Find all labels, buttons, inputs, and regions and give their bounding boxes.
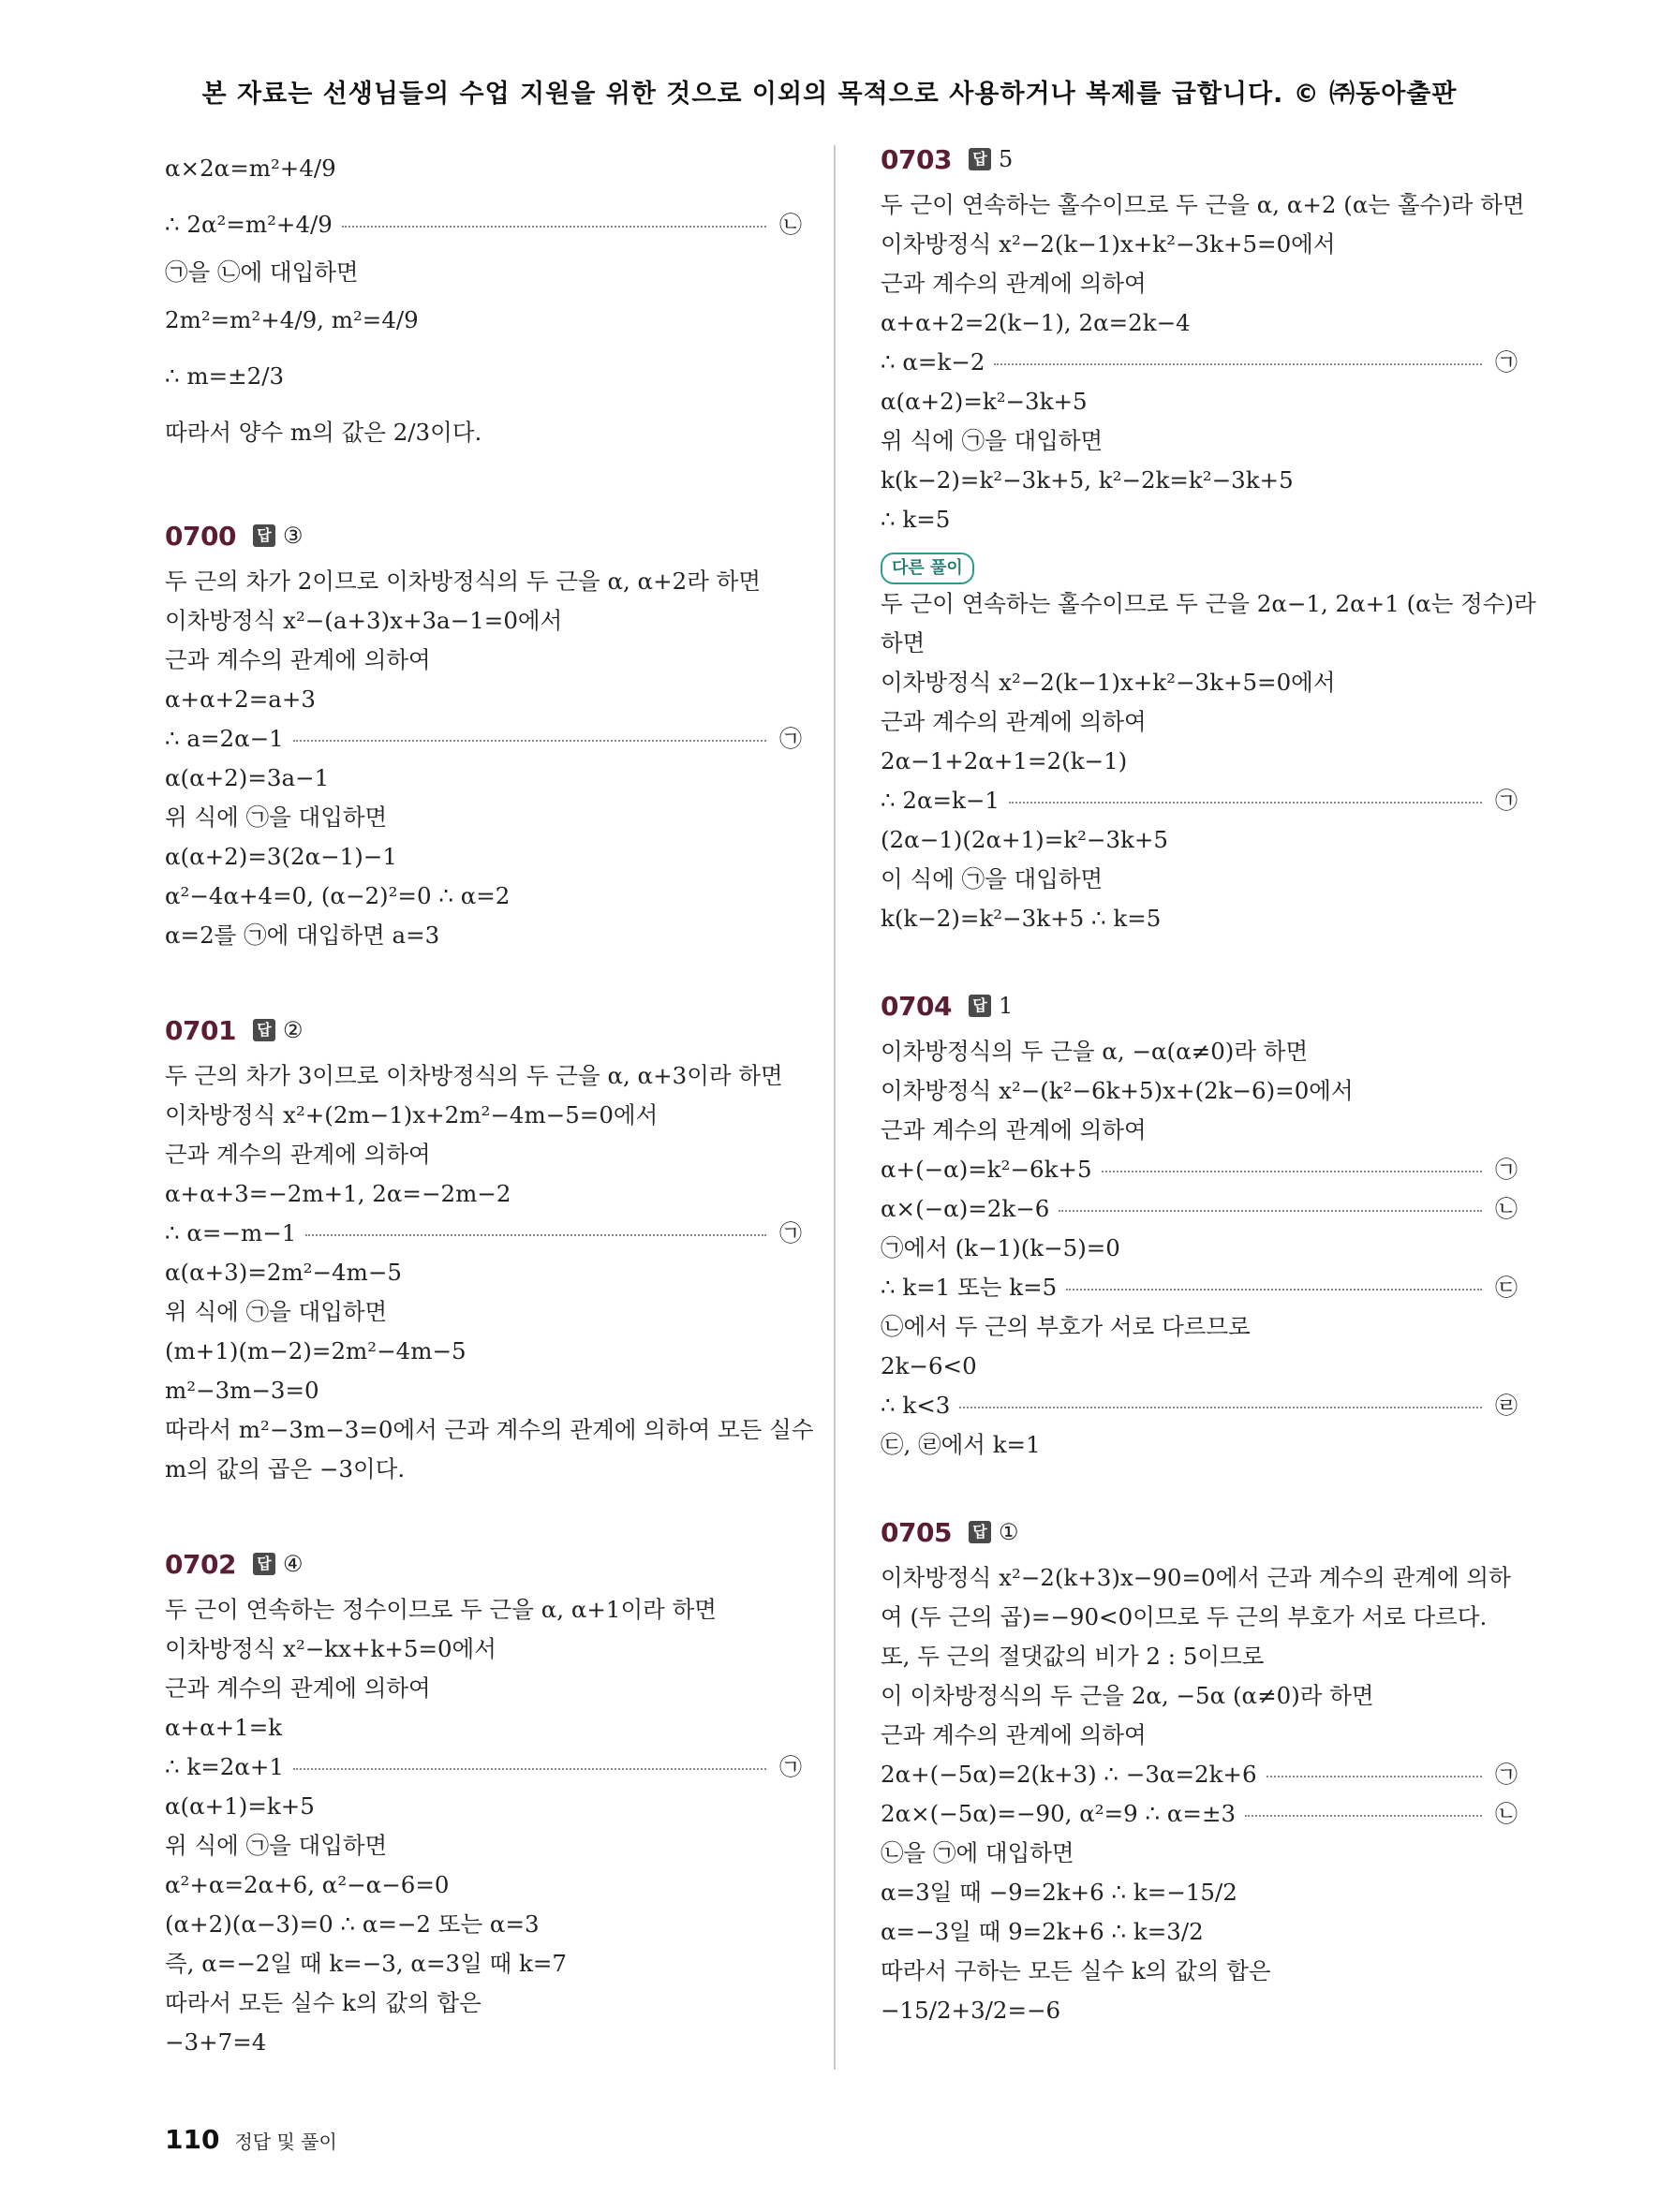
- dotted-leader: [293, 740, 766, 742]
- solution-text: ∴ 2α=k−1: [881, 787, 1000, 814]
- solution-text: k(k−2)=k²−3k+5 ∴ k=5: [881, 905, 1162, 932]
- solution-text: α=3일 때 −9=2k+6 ∴ k=−15/2: [881, 1879, 1237, 1906]
- solution-line: [165, 1905, 802, 1944]
- dotted-leader: [959, 1407, 1482, 1408]
- problem-0703-solution: [881, 185, 1525, 539]
- problem-number: 0701: [165, 1014, 236, 1046]
- column-divider: [834, 145, 836, 2070]
- equation-marker: ㉠: [779, 1754, 802, 1780]
- dotted-leader: [293, 1768, 766, 1770]
- right-column: [881, 131, 1536, 2030]
- solution-text: 2m²=m²+4/9, m²=4/9: [165, 306, 419, 333]
- solution-text: α=−3일 때 9=2k+6 ∴ k=3/2: [881, 1918, 1204, 1945]
- solution-line: [881, 624, 1518, 663]
- dotted-leader: [1009, 802, 1482, 804]
- solution-text: 위 식에 ㉠을 대입하면: [881, 427, 1104, 454]
- solution-text: ∴ a=2α−1: [165, 725, 284, 752]
- solution-line: [165, 1056, 802, 1096]
- equation-marker: ㉢: [1495, 1275, 1518, 1301]
- solution-text: α(α+2)=k²−3k+5: [881, 388, 1088, 415]
- page-number: 110: [165, 2124, 220, 2155]
- solution-line: [165, 1944, 802, 1983]
- solution-line: [165, 1747, 802, 1787]
- solution-line: [881, 1229, 1518, 1268]
- problem-number: 0705: [881, 1516, 952, 1548]
- solution-text: 근과 계수의 관계에 의하여: [165, 1674, 431, 1702]
- solution-line: [165, 348, 802, 405]
- solution-line: [165, 601, 802, 641]
- dotted-leader: [342, 226, 766, 228]
- solution-text: ∴ α=−m−1: [165, 1219, 297, 1246]
- solution-text: 위 식에 ㉠을 대입하면: [165, 1832, 388, 1859]
- solution-text: 이 식에 ㉠을 대입하면: [881, 865, 1104, 892]
- solution-line: [881, 860, 1518, 899]
- solution-text: ∴ k=5: [881, 506, 951, 533]
- solution-text: α²+α=2α+6, α²−α−6=0: [165, 1871, 450, 1898]
- solution-text: α(α+1)=k+5: [165, 1792, 315, 1820]
- solution-line: [881, 264, 1518, 303]
- alternative-solution-badge: 다른 풀이: [881, 553, 974, 584]
- solution-text: α+(−α)=k²−6k+5: [881, 1156, 1092, 1183]
- solution-text: 이차방정식 x²−kx+k+5=0에서: [165, 1635, 496, 1662]
- solution-line: [881, 1873, 1518, 1912]
- solution-line: [881, 1716, 1518, 1755]
- solution-line: [165, 916, 802, 955]
- solution-line: [165, 1292, 802, 1332]
- problem-number: 0702: [165, 1548, 236, 1580]
- solution-text: α+α+2=a+3: [165, 686, 316, 713]
- solution-line: [165, 1410, 814, 1450]
- solution-text: α+α+1=k: [165, 1714, 283, 1741]
- solution-line: [881, 899, 1518, 938]
- answer-value: ④: [282, 1551, 304, 1577]
- solution-line: [881, 303, 1518, 343]
- solution-line: [881, 584, 1536, 624]
- problem-0704-solution: [881, 1032, 1518, 1465]
- problem-0700-solution: [165, 562, 802, 955]
- solution-text: 따라서 구하는 모든 실수 k의 값의 합은: [881, 1957, 1271, 1984]
- solution-line: [881, 663, 1518, 702]
- solution-line: [165, 140, 802, 197]
- problem-0701-solution: [165, 1056, 814, 1489]
- answer-badge: 답: [969, 995, 991, 1017]
- problem-0700-header: [165, 513, 802, 558]
- solution-text: 2α−1+2α+1=2(k−1): [881, 747, 1128, 774]
- solution-text: 근과 계수의 관계에 의하여: [881, 708, 1147, 735]
- solution-text: α(α+2)=3(2α−1)−1: [165, 843, 397, 870]
- problem-0704-header: [881, 983, 1518, 1028]
- solution-text: 두 근이 연속하는 홀수이므로 두 근을 2α−1, 2α+1 (α는 정수)라: [881, 590, 1536, 617]
- solution-text: 2α+(−5α)=2(k+3) ∴ −3α=2k+6: [881, 1761, 1257, 1788]
- solution-line: [165, 292, 802, 348]
- problem-0703-alt-solution: [881, 584, 1536, 938]
- dotted-leader: [1266, 1776, 1482, 1777]
- solution-line: [165, 1983, 802, 2023]
- solution-line: [881, 1637, 1518, 1676]
- solution-text: 두 근의 차가 3이므로 이차방정식의 두 근을 α, α+3이라 하면: [165, 1062, 783, 1089]
- equation-marker: ㉠: [1495, 1762, 1518, 1788]
- solution-line: [881, 500, 1518, 539]
- page-footer: [165, 2124, 337, 2155]
- solution-line: [881, 1268, 1518, 1307]
- solution-text: α+α+2=2(k−1), 2α=2k−4: [881, 309, 1191, 336]
- solution-line: [881, 820, 1518, 860]
- solution-line: [881, 421, 1518, 461]
- solution-line: [881, 1189, 1518, 1229]
- left-column: [165, 140, 814, 2062]
- dotted-leader: [305, 1234, 766, 1236]
- solution-line: [165, 253, 802, 292]
- solution-text: k(k−2)=k²−3k+5, k²−2k=k²−3k+5: [881, 466, 1294, 494]
- solution-text: −15/2+3/2=−6: [881, 1997, 1061, 2024]
- solution-line: [165, 1332, 802, 1371]
- problem-number: 0703: [881, 143, 952, 175]
- solution-text: 또, 두 근의 절댓값의 비가 2 : 5이므로: [881, 1643, 1265, 1670]
- solution-line: [165, 719, 802, 759]
- solution-line: [881, 781, 1518, 820]
- solution-line: [881, 1834, 1518, 1873]
- solution-line: [881, 1150, 1518, 1189]
- answer-badge: 답: [253, 1553, 275, 1575]
- solution-text: (α+2)(α−3)=0 ∴ α=−2 또는 α=3: [165, 1910, 540, 1938]
- solution-text: 이 이차방정식의 두 근을 2α, −5α (α≠0)라 하면: [881, 1682, 1374, 1709]
- solution-line: [165, 562, 802, 601]
- solution-text: 이차방정식 x²−2(k−1)x+k²−3k+5=0에서: [881, 230, 1336, 258]
- solution-line: [881, 1307, 1518, 1347]
- dotted-leader: [994, 363, 1482, 365]
- solution-line: [881, 185, 1525, 225]
- solution-line: [881, 742, 1518, 781]
- solution-text: ∴ 2α²=m²+4/9: [165, 211, 333, 238]
- solution-text: (m+1)(m−2)=2m²−4m−5: [165, 1337, 467, 1364]
- solution-text: ㉡을 ㉠에 대입하면: [881, 1839, 1074, 1866]
- problem-0703-header: [881, 137, 1518, 182]
- problem-number: 0700: [165, 520, 236, 552]
- solution-line: [165, 680, 802, 719]
- solution-text: α=2를 ㉠에 대입하면 a=3: [165, 922, 440, 949]
- solution-line: [165, 837, 802, 877]
- solution-text: 따라서 양수 m의 값은 2/3이다.: [165, 419, 482, 446]
- solution-text: 위 식에 ㉠을 대입하면: [165, 804, 388, 831]
- solution-text: 근과 계수의 관계에 의하여: [165, 1141, 431, 1168]
- solution-line: [165, 2023, 802, 2062]
- solution-line: [881, 1558, 1518, 1598]
- solution-text: 두 근이 연속하는 홀수이므로 두 근을 α, α+2 (α는 홀수)라 하면: [881, 191, 1525, 218]
- solution-line: [165, 1787, 802, 1826]
- answer-badge: 답: [253, 1019, 275, 1041]
- continued-solution: [165, 140, 802, 461]
- solution-text: α²−4α+4=0, (α−2)²=0 ∴ α=2: [165, 882, 511, 909]
- answer-badge: 답: [253, 524, 275, 547]
- problem-number: 0704: [881, 990, 952, 1022]
- solution-line: [165, 641, 802, 680]
- solution-line: [881, 1952, 1518, 1991]
- answer-badge: 답: [969, 1521, 991, 1543]
- solution-text: −3+7=4: [165, 2028, 267, 2056]
- solution-line: [165, 1669, 802, 1708]
- solution-line: [881, 1032, 1518, 1071]
- solution-line: [165, 877, 802, 916]
- answer-value: ②: [282, 1017, 304, 1043]
- solution-line: [881, 225, 1518, 264]
- equation-marker: ㉠: [1495, 1157, 1518, 1183]
- solution-line: [165, 1630, 802, 1669]
- solution-line: [165, 1708, 802, 1747]
- answer-value: ①: [998, 1519, 1019, 1545]
- solution-text: 이차방정식 x²−2(k−1)x+k²−3k+5=0에서: [881, 669, 1336, 696]
- solution-text: ∴ α=k−2: [881, 348, 985, 376]
- solution-line: [881, 702, 1518, 742]
- solution-text: (2α−1)(2α+1)=k²−3k+5: [881, 826, 1169, 853]
- equation-marker: ㉠: [1495, 788, 1518, 814]
- answer-value: 1: [998, 993, 1014, 1019]
- solution-line: [165, 197, 802, 253]
- equation-marker: ㉠: [779, 726, 802, 752]
- equation-marker: ㉠: [1495, 349, 1518, 376]
- solution-text: 이차방정식 x²−2(k+3)x−90=0에서 근과 계수의 관계에 의하: [881, 1564, 1511, 1591]
- answer-value: 5: [998, 146, 1014, 172]
- solution-text: ∴ k<3: [881, 1392, 951, 1419]
- solution-line: [165, 1450, 802, 1489]
- solution-text: ㉠을 ㉡에 대입하면: [165, 258, 359, 286]
- solution-text: α(α+3)=2m²−4m−5: [165, 1259, 402, 1286]
- solution-text: 이차방정식의 두 근을 α, −α(α≠0)라 하면: [881, 1038, 1309, 1065]
- problem-0702-header: [165, 1541, 802, 1586]
- solution-text: 두 근의 차가 2이므로 이차방정식의 두 근을 α, α+2라 하면: [165, 568, 762, 595]
- answer-badge: 답: [969, 148, 991, 170]
- solution-line: [881, 1794, 1518, 1834]
- solution-line: [881, 1991, 1518, 2030]
- solution-text: 위 식에 ㉠을 대입하면: [165, 1298, 388, 1325]
- dotted-leader: [1066, 1289, 1482, 1290]
- page-label: 정답 및 풀이: [234, 2131, 337, 2153]
- solution-line: [165, 1371, 802, 1410]
- answer-value: ③: [282, 523, 304, 549]
- solution-text: 이차방정식 x²−(a+3)x+3a−1=0에서: [165, 607, 563, 634]
- solution-text: 두 근이 연속하는 정수이므로 두 근을 α, α+1이라 하면: [165, 1596, 717, 1623]
- problem-0705-header: [881, 1510, 1518, 1555]
- solution-line: [881, 1755, 1518, 1794]
- solution-line: [165, 405, 802, 461]
- solution-text: 근과 계수의 관계에 의하여: [881, 1721, 1147, 1748]
- problem-0702-solution: [165, 1590, 802, 2062]
- solution-text: 근과 계수의 관계에 의하여: [881, 1116, 1147, 1143]
- solution-line: [165, 1174, 802, 1214]
- solution-line: [165, 798, 802, 837]
- copyright-header: 본 자료는 선생님들의 수업 지원을 위한 것으로 이외의 목적으로 사용하거나 복제를 급합니다. © ㈜동아출판: [201, 80, 1458, 109]
- solution-line: [881, 1912, 1518, 1952]
- equation-marker: ㉡: [1495, 1196, 1518, 1222]
- solution-line: [165, 1590, 802, 1630]
- solution-line: [881, 1347, 1518, 1386]
- equation-marker: ㉡: [779, 212, 802, 238]
- solution-line: [881, 1425, 1518, 1465]
- solution-text: 근과 계수의 관계에 의하여: [165, 646, 431, 673]
- solution-text: 이차방정식 x²−(k²−6k+5)x+(2k−6)=0에서: [881, 1077, 1354, 1104]
- solution-text: 즉, α=−2일 때 k=−3, α=3일 때 k=7: [165, 1950, 567, 1977]
- solution-line: [165, 759, 802, 798]
- equation-marker: ㉣: [1495, 1393, 1518, 1419]
- dotted-leader: [1059, 1210, 1482, 1212]
- solution-text: 따라서 m²−3m−3=0에서 근과 계수의 관계에 의하여 모든 실수: [165, 1416, 814, 1443]
- solution-line: [165, 1214, 802, 1253]
- solution-text: 2α×(−5α)=−90, α²=9 ∴ α=±3: [881, 1800, 1237, 1827]
- solution-line: [165, 1096, 802, 1135]
- solution-text: ㉢, ㉣에서 k=1: [881, 1431, 1041, 1458]
- solution-text: α×2α=m²+4/9: [165, 155, 336, 182]
- solution-line: [881, 382, 1518, 421]
- solution-text: ㉠에서 (k−1)(k−5)=0: [881, 1234, 1120, 1261]
- solution-text: 2k−6<0: [881, 1352, 977, 1379]
- solution-text: m²−3m−3=0: [165, 1377, 319, 1404]
- problem-0705-solution: [881, 1558, 1518, 2030]
- solution-text: 이차방정식 x²+(2m−1)x+2m²−4m−5=0에서: [165, 1101, 659, 1128]
- solution-text: α+α+3=−2m+1, 2α=−2m−2: [165, 1180, 511, 1207]
- solution-text: ∴ k=1 또는 k=5: [881, 1274, 1058, 1301]
- solution-text: 따라서 모든 실수 k의 값의 합은: [165, 1989, 481, 2016]
- solution-line: [881, 1676, 1518, 1716]
- dotted-leader: [1102, 1171, 1482, 1172]
- solution-line: [881, 1598, 1518, 1637]
- solution-line: [165, 1135, 802, 1174]
- solution-line: [165, 1826, 802, 1865]
- solution-line: [165, 1865, 802, 1905]
- solution-text: ∴ k=2α+1: [165, 1753, 284, 1780]
- equation-marker: ㉡: [1495, 1801, 1518, 1827]
- solution-text: α(α+2)=3a−1: [165, 764, 330, 791]
- solution-text: m의 값의 곱은 −3이다.: [165, 1455, 406, 1482]
- solution-text: ∴ m=±2/3: [165, 362, 285, 390]
- solution-line: [881, 1111, 1518, 1150]
- solution-text: ㉡에서 두 근의 부호가 서로 다르므로: [881, 1313, 1251, 1340]
- dotted-leader: [1245, 1815, 1482, 1817]
- solution-text: α×(−α)=2k−6: [881, 1195, 1050, 1222]
- solution-text: 하면: [881, 629, 926, 656]
- solution-line: [881, 343, 1518, 382]
- problem-0701-header: [165, 1008, 802, 1053]
- equation-marker: ㉠: [779, 1220, 802, 1246]
- solution-line: [881, 461, 1518, 500]
- solution-line: [881, 1071, 1518, 1111]
- solution-line: [165, 1253, 802, 1292]
- solution-text: 근과 계수의 관계에 의하여: [881, 270, 1147, 297]
- solution-text: 여 (두 근의 곱)=−90<0이므로 두 근의 부호가 서로 다르다.: [881, 1603, 1488, 1630]
- solution-line: [881, 1386, 1518, 1425]
